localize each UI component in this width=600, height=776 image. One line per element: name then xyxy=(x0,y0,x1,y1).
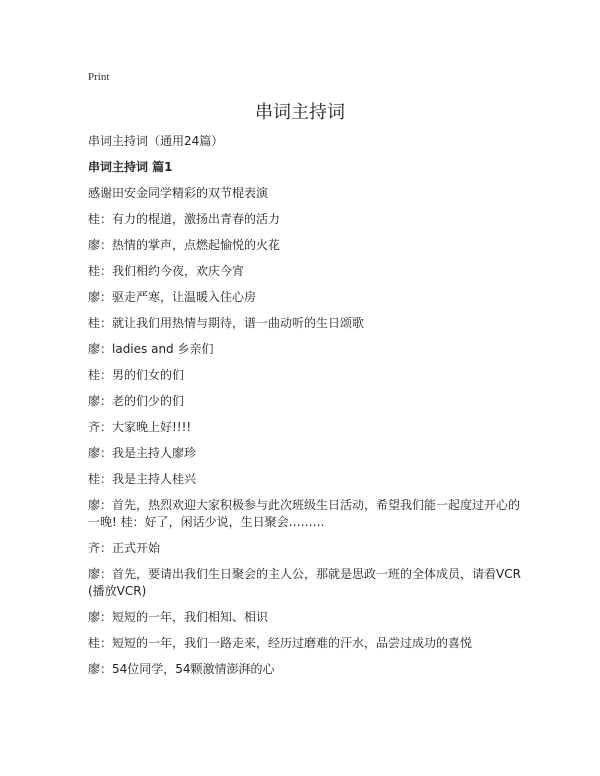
paragraph: 廖：首先，热烈欢迎大家积极参与此次班级生日活动，希望我们能一起度过开心的一晚! 桂：好了，闲话少说，生日聚会……… xyxy=(88,498,521,529)
paragraph: 齐：正式开始 xyxy=(88,541,161,555)
paragraph: 廖：首先，要请出我们生日聚会的主人公，那就是思政一班的全体成员，请看VCR (播放VCR) xyxy=(88,567,521,598)
paragraph: 齐：大家晚上好!!!! xyxy=(88,420,192,434)
paragraph: 廖：ladies and 乡亲们 xyxy=(88,342,214,356)
paragraph: 廖：我是主持人廖珍 xyxy=(88,446,197,460)
paragraph: 桂：短短的一年，我们一路走来，经历过磨难的汗水，品尝过成功的喜悦 xyxy=(88,636,473,650)
document-subtitle: 串词主持词（通用24篇） xyxy=(88,134,224,148)
paragraph: 廖：短短的一年，我们相知、相识 xyxy=(88,610,269,624)
paragraph: 廖：驱走严寒，让温暖入住心房 xyxy=(88,290,257,304)
paragraph: 廖：老的们少的们 xyxy=(88,394,185,408)
document-title: 串词主持词 xyxy=(255,102,345,123)
paragraph: 桂：有力的棍道，激扬出青春的活力 xyxy=(88,212,281,226)
document-body xyxy=(88,133,528,687)
paragraph: 廖：热情的掌声，点燃起愉悦的火花 xyxy=(88,238,281,252)
print-link[interactable]: Print xyxy=(88,71,110,83)
paragraph: 感谢田安金同学精彩的双节棍表演 xyxy=(88,186,269,200)
paragraph: 廖：54位同学，54颗激情澎湃的心 xyxy=(88,662,275,676)
paragraph: 桂：男的们女的们 xyxy=(88,368,185,382)
section-heading: 串词主持词 篇1 xyxy=(88,160,173,174)
paragraph: 桂：就让我们用热情与期待，谱一曲动听的生日颂歌 xyxy=(88,316,365,330)
paragraph: 桂：我们相约今夜，欢庆今宵 xyxy=(88,264,245,278)
paragraph: 桂：我是主持人桂兴 xyxy=(88,472,197,486)
